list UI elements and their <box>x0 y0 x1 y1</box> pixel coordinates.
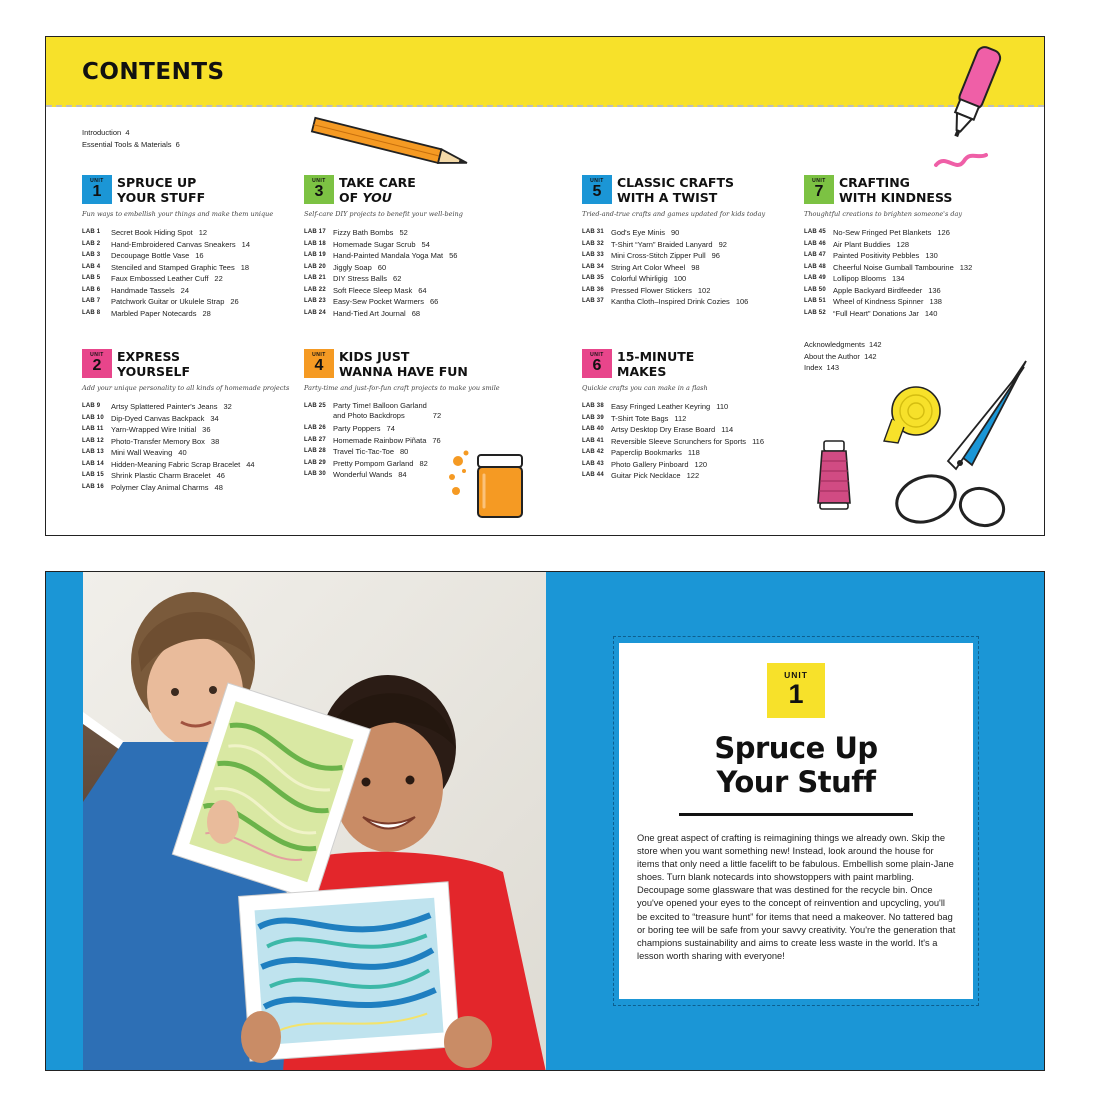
unit-5-title[interactable]: CLASSIC CRAFTS WITH A TWIST <box>617 175 734 205</box>
lab-entry[interactable]: LAB 24 Hand-Tied Art Journal 68 <box>304 308 421 318</box>
lab-entry[interactable]: LAB 23 Easy-Sew Pocket Warmers 66 <box>304 297 439 306</box>
contents-title: CONTENTS <box>82 59 225 85</box>
pencil-icon <box>301 115 481 175</box>
contents-spread <box>45 36 1045 536</box>
unit-1-section <box>82 173 312 319</box>
unit-opener-spread <box>45 571 1045 1071</box>
lab-entry[interactable]: LAB 26 Party Poppers 74 <box>304 424 395 433</box>
thread-spool-icon <box>816 437 860 513</box>
lab-entry[interactable]: LAB 51 Wheel of Kindness Spinner 138 <box>804 297 942 306</box>
lab-entry[interactable]: LAB 16 Polymer Clay Animal Charms 48 <box>82 482 223 492</box>
kids-marbled-notecards-photo <box>83 572 546 1071</box>
lab-entry[interactable]: LAB 7 Patchwork Guitar or Ukulele Strap 26 <box>82 297 239 306</box>
unit-2-section <box>82 347 312 493</box>
back-matter-item[interactable]: Acknowledgments 142 <box>804 340 882 349</box>
unit-6-subtitle: Quickie crafts you can make in a flash <box>582 384 708 392</box>
lab-entry[interactable]: LAB 35 Colorful Whirligig 100 <box>582 274 687 283</box>
unit-1-badge: UNIT 1 <box>82 175 112 204</box>
lab-entry[interactable]: LAB 1 Secret Book Hiding Spot 12 <box>82 228 208 237</box>
lab-entry[interactable]: LAB 36 Pressed Flower Stickers 102 <box>582 285 711 295</box>
unit-2-badge: UNIT 2 <box>82 349 112 378</box>
unit-3-badge: UNIT 3 <box>304 175 334 204</box>
lab-entry[interactable]: LAB 28 Travel Tic-Tac-Toe 80 <box>304 447 409 456</box>
intro-item[interactable]: Essential Tools & Materials 6 <box>82 140 180 149</box>
lab-entry[interactable]: LAB 49 Lollipop Blooms 134 <box>804 274 905 283</box>
unit-6-title[interactable]: 15-MINUTE MAKES <box>617 349 695 379</box>
lab-entry[interactable]: LAB 12 Photo-Transfer Memory Box 38 <box>82 436 220 446</box>
intro-item[interactable]: Introduction 4 <box>82 128 130 137</box>
lab-entry[interactable]: LAB 2 Hand-Embroidered Canvas Sneakers 14 <box>82 239 250 249</box>
lab-entry[interactable]: LAB 29 Pretty Pompom Garland 82 <box>304 458 428 468</box>
unit-5-badge: UNIT 5 <box>582 175 612 204</box>
lab-entry[interactable]: LAB 52 “Full Heart” Donations Jar 140 <box>804 308 938 318</box>
lab-entry[interactable]: LAB 33 Mini Cross-Stitch Zipper Pull 96 <box>582 251 720 260</box>
paint-jar-icon <box>444 447 529 527</box>
back-matter-list <box>804 339 882 374</box>
unit-7-subtitle: Thoughtful creations to brighten someone's day <box>804 210 963 218</box>
paint-marker-icon <box>916 43 1026 178</box>
unit-7-section <box>804 173 1034 319</box>
title-divider <box>679 813 913 816</box>
unit-1-title[interactable]: SPRUCE UP YOUR STUFF <box>117 175 206 205</box>
lab-entry[interactable]: LAB 32 T-Shirt “Yarn” Braided Lanyard 92 <box>582 239 727 249</box>
lab-entry[interactable]: LAB 11 Yarn-Wrapped Wire Initial 36 <box>82 425 211 434</box>
unit-3-subtitle: Self-care DIY projects to benefit your well-being <box>304 210 463 218</box>
intro-list <box>82 127 180 151</box>
unit-1-subtitle: Fun ways to embellish your things and make them unique <box>82 210 274 218</box>
unit-title: Spruce Up Your Stuff <box>714 731 878 799</box>
unit-3-section <box>304 173 534 319</box>
lab-entry[interactable]: LAB 38 Easy Fringed Leather Keyring 110 <box>582 402 729 411</box>
unit-intro-card <box>619 643 973 999</box>
lab-entry[interactable]: LAB 50 Apple Backyard Birdfeeder 136 <box>804 285 941 295</box>
lab-entry[interactable]: LAB 18 Homemade Sugar Scrub 54 <box>304 239 430 249</box>
lab-entry[interactable]: LAB 19 Hand-Painted Mandala Yoga Mat 56 <box>304 251 458 260</box>
unit-1-badge-large: UNIT 1 <box>767 663 825 718</box>
lab-entry[interactable]: LAB 31 God's Eye Minis 90 <box>582 228 680 237</box>
unit-7-badge: UNIT 7 <box>804 175 834 204</box>
lab-entry[interactable]: LAB 40 Artsy Desktop Dry Erase Board 114 <box>582 425 734 434</box>
lab-entry[interactable]: LAB 6 Handmade Tassels 24 <box>82 285 189 295</box>
unit-intro-text: One great aspect of crafting is reimagining things we already own. Skip the store when you want something new! Instead, look around the house for items that only need a little facelift to be fabulous. Embellish some plain-Jane shoes. Turn blank notecards into showstoppers with paint marbling. Decoupage some glassware that was destined for the recycle bin. Once you've opened your eyes to the concept of reinvention and upcycling, you'll be excited to “treasure hunt” for items that need a makeover. No tattered bag or boring tee will be safe from your savvy creativity. You're the generation that champions sustainability and aims to create less waste in the world. It's a lesson worth sharing with everyone! <box>637 833 956 961</box>
lab-entry[interactable]: LAB 21 DIY Stress Balls 62 <box>304 274 402 283</box>
lab-entry[interactable]: LAB 15 Shrink Plastic Charm Bracelet 46 <box>82 471 225 480</box>
lab-entry[interactable]: LAB 42 Paperclip Bookmarks 118 <box>582 448 700 457</box>
back-matter-item[interactable]: About the Author 142 <box>804 351 877 361</box>
lab-entry[interactable]: LAB 14 Hidden-Meaning Fabric Scrap Bracelet 44 <box>82 459 255 469</box>
lab-entry[interactable]: LAB 17 Fizzy Bath Bombs 52 <box>304 228 408 237</box>
lab-entry[interactable]: LAB 5 Faux Embossed Leather Cuff 22 <box>82 274 223 283</box>
lab-entry[interactable]: LAB 22 Soft Fleece Sleep Mask 64 <box>304 285 427 295</box>
unit-5-section <box>582 173 812 308</box>
lab-entry[interactable]: LAB 44 Guitar Pick Necklace 122 <box>582 471 700 480</box>
lab-entry[interactable]: LAB 48 Cheerful Noise Gumball Tambourine 132 <box>804 262 973 272</box>
scissors-icon <box>886 357 1036 532</box>
lab-entry[interactable]: LAB 8 Marbled Paper Notecards 28 <box>82 308 211 318</box>
unit-4-subtitle: Party-time and just-for-fun craft projects to make you smile <box>304 384 500 392</box>
unit-5-subtitle: Tried-and-true crafts and games updated for kids today <box>582 210 766 218</box>
unit-4-badge: UNIT 4 <box>304 349 334 378</box>
lab-entry[interactable]: LAB 39 T-Shirt Tote Bags 112 <box>582 413 687 423</box>
lab-entry[interactable]: LAB 41 Reversible Sleeve Scrunchers for Sports 116 <box>582 436 765 446</box>
unit-7-title[interactable]: CRAFTING WITH KINDNESS <box>839 175 953 205</box>
lab-entry[interactable]: LAB 25 Party Time! Balloon Garland and Photo Backdrops 72 <box>304 401 442 420</box>
lab-entry[interactable]: LAB 43 Photo Gallery Pinboard 120 <box>582 459 708 469</box>
lab-entry[interactable]: LAB 4 Stenciled and Stamped Graphic Tees 18 <box>82 262 250 272</box>
unit-2-title[interactable]: EXPRESS YOURSELF <box>117 349 191 379</box>
lab-entry[interactable]: LAB 30 Wonderful Wands 84 <box>304 470 407 479</box>
lab-entry[interactable]: LAB 37 Kantha Cloth–Inspired Drink Cozies 106 <box>582 297 749 306</box>
unit-6-badge: UNIT 6 <box>582 349 612 378</box>
unit-2-subtitle: Add your unique personality to all kinds of homemade projects <box>82 384 290 392</box>
lab-entry[interactable]: LAB 47 Painted Positivity Pebbles 130 <box>804 251 938 260</box>
unit-4-title[interactable]: KIDS JUST WANNA HAVE FUN <box>339 349 468 379</box>
lab-entry[interactable]: LAB 9 Artsy Splattered Painter's Jeans 32 <box>82 402 232 411</box>
unit-3-title[interactable]: TAKE CARE OF YOU <box>339 175 416 205</box>
back-matter-item[interactable]: Index 143 <box>804 363 840 372</box>
lab-entry[interactable]: LAB 27 Homemade Rainbow Piñata 76 <box>304 435 441 445</box>
lab-entry[interactable]: LAB 13 Mini Wall Weaving 40 <box>82 448 187 457</box>
unit-6-section <box>582 347 812 482</box>
lab-entry[interactable]: LAB 46 Air Plant Buddies 128 <box>804 239 910 249</box>
contents-header <box>46 37 1044 107</box>
lab-entry[interactable]: LAB 45 No-Sew Fringed Pet Blankets 126 <box>804 228 950 237</box>
lab-entry[interactable]: LAB 10 Dip-Dyed Canvas Backpack 34 <box>82 413 219 423</box>
lab-entry[interactable]: LAB 34 String Art Color Wheel 98 <box>582 262 700 272</box>
lab-entry[interactable]: LAB 3 Decoupage Bottle Vase 16 <box>82 251 204 260</box>
lab-entry[interactable]: LAB 20 Jiggly Soap 60 <box>304 262 387 272</box>
